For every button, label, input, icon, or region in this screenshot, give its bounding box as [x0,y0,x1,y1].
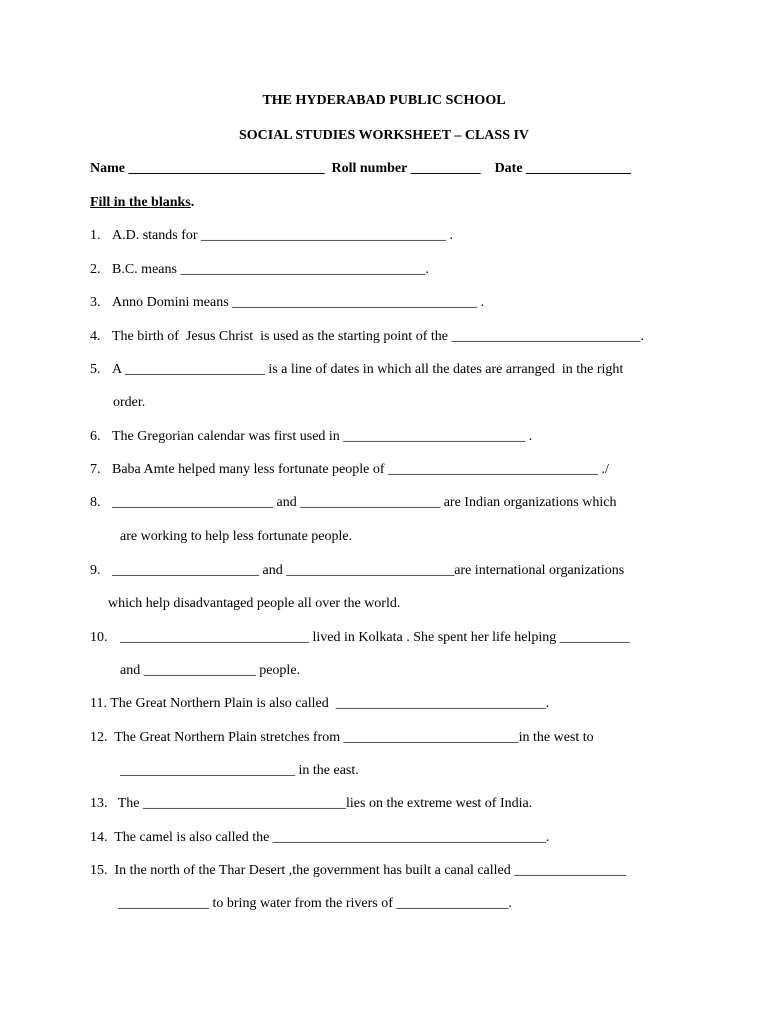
question-8-continued: are working to help less fortunate people. [120,529,353,544]
question-number: 9. [90,563,101,578]
question-number: 10. [90,630,108,645]
question-text: Anno Domini means ___________________________________ . [112,295,485,310]
question-11: 11. The Great Northern Plain is also called ______________________________. [90,696,550,711]
question-9-continued: which help disadvantaged people all over the world. [108,596,401,611]
question-10 [90,629,630,647]
question-number: 3. [90,295,101,310]
section-heading-wrap [90,194,194,212]
question-text: A.D. stands for ___________________________________ . [112,228,454,243]
question-5 [90,361,623,379]
question-text: B.C. means ___________________________________. [112,262,429,277]
question-12-continued: _________________________ in the east. [120,763,359,778]
section-heading-period: . [190,195,195,210]
question-number: 6. [90,429,101,444]
question-text: ___________________________ lived in Kolkata . She spent her life helping __________ [120,630,630,645]
question-text: _____________________ and ________________________are international organizations [112,563,625,578]
question-text: Baba Amte helped many less fortunate people of ______________________________ ./ [112,462,609,477]
question-number: 7. [90,462,101,477]
question-14: 14. The camel is also called the _______________________________________. [90,830,550,845]
student-info-row: Name ____________________________ Roll number __________ Date _______________ [90,161,632,176]
question-number: 8. [90,495,101,510]
question-13: 13. The _____________________________lies on the extreme west of India. [90,796,533,811]
question-3 [90,294,484,312]
question-12: 12. The Great Northern Plain stretches from _________________________in the west to [90,730,594,745]
question-5-continued: order. [113,395,146,410]
question-15: 15. In the north of the Thar Desert ,the government has built a canal called ________________ [90,863,627,878]
question-number: 2. [90,262,101,277]
question-text: _______________________ and ____________________ are Indian organizations which [112,495,617,510]
question-7 [90,461,609,479]
question-number: 5. [90,362,101,377]
question-2 [90,261,429,279]
question-9 [90,562,624,580]
question-4 [90,328,644,346]
question-text: The Gregorian calendar was first used in __________________________ . [112,429,533,444]
question-6 [90,428,532,446]
question-8 [90,494,616,512]
question-text: The birth of Jesus Christ is used as the starting point of the ___________________________. [112,329,644,344]
question-text: A ____________________ is a line of dates in which all the dates are arranged in the right [112,362,624,377]
school-name: THE HYDERABAD PUBLIC SCHOOL [262,93,506,108]
section-heading: Fill in the blanks [90,195,191,210]
worksheet-title: SOCIAL STUDIES WORKSHEET – CLASS IV [238,128,530,143]
question-number: 4. [90,329,101,344]
question-number: 1. [90,228,101,243]
question-15-continued: _____________ to bring water from the rivers of ________________. [118,896,512,911]
question-10-continued: and ________________ people. [120,663,301,678]
question-1 [90,227,453,245]
